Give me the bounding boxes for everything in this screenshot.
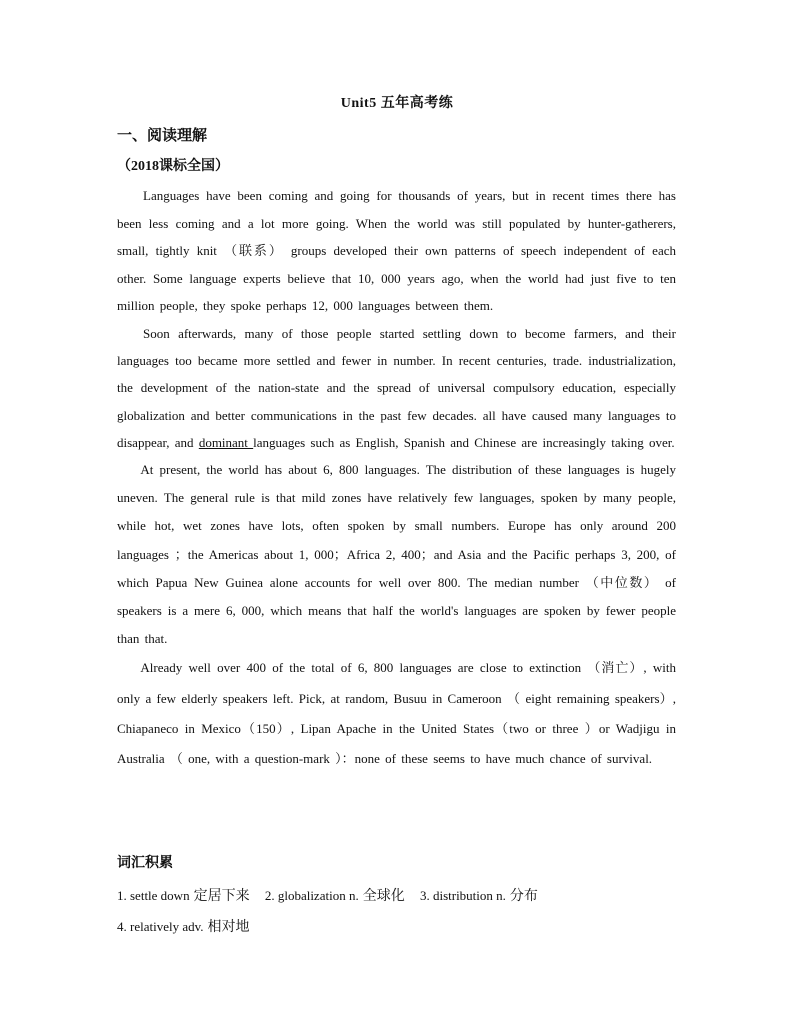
passage: [117, 182, 676, 774]
source-label: （2018课标全国）: [117, 159, 229, 174]
vocab-item: [117, 888, 250, 903]
vocab-list: [117, 881, 677, 943]
paragraph-3: At present, the world has about 6, 800 languages. The distribution of these languages is hugely uneven. The general rule is that mild zones have relatively few languages, spoken by many people, while hot, wet zones have lots, often spoken by small numbers. Europe has only around 200 languages ；the Americas about 1, 000；Africa 2, 400；and Asia and the Pacific perhaps 3, 200, of which Papua New Guinea alone accounts for well over 800. The median number （中位数） of speakers is a mere 6, 000, which means that half the world's languages are spoken by fewer people than that.: [117, 461, 676, 647]
vocab-meaning: 相对地: [207, 920, 250, 935]
vocab-term: 4. relatively adv.: [117, 919, 204, 934]
vocab-meaning: 定居下来: [193, 889, 250, 904]
section-heading-reading: 一、阅读理解: [117, 128, 208, 144]
vocab-item: [265, 888, 405, 903]
paragraph-2-text-a: Soon afterwards, many of those people started settling down to become farmers, and their languages too became more settled and fewer in number. In recent centuries, trade. industrialization, the development of the nation-state and the spread of universal compulsory education, especially globalization and better communications in the past few decades. all have caused many languages to disappear, and: [117, 325, 676, 450]
vocab-term: 3. distribution n.: [419, 888, 506, 903]
paragraph-1: Languages have been coming and going for thousands of years, but in recent times there has been less coming and a lot more going. When the world was still populated by hunter-gatherers, small, tightly knit （联系） groups developed their own patterns of speech independent of each other. Some language experts believe that 10, 000 years ago, when the world had just five to ten million people, they spoke perhaps 12, 000 languages between them.: [117, 188, 676, 314]
paragraph-2-text-b: languages such as English, Spanish and Chinese are increasingly taking over.: [253, 434, 675, 450]
vocab-meaning: 全球化: [362, 889, 405, 904]
vocab-line-1: [117, 881, 677, 912]
vocab-term: 2. globalization n.: [264, 888, 359, 903]
vocab-line-2: [117, 912, 677, 943]
vocab-meaning: 分布: [509, 889, 538, 904]
paragraph-2: [117, 320, 676, 456]
underlined-word-dominant: dominant: [198, 434, 254, 450]
vocab-item: [117, 919, 250, 934]
paragraph-4: Already well over 400 of the total of 6, 800 languages are close to extinction （消亡）, with only a few elderly speakers left. Pick, at random, Busuu in Cameroon （ eight remaining speakers）, Chiapaneco in Mexico（150）, Lipan Apache in the United States（two or three ）or Wadjigu in Australia （ one, with a question-mark ）：none of these seems to have much chance of survival.: [117, 660, 676, 767]
vocab-heading: 词汇积累: [117, 856, 173, 871]
vocab-term: 1. settle down: [117, 888, 190, 903]
page-title: Unit5 五年高考练: [340, 96, 454, 111]
vocab-item: [420, 888, 538, 903]
